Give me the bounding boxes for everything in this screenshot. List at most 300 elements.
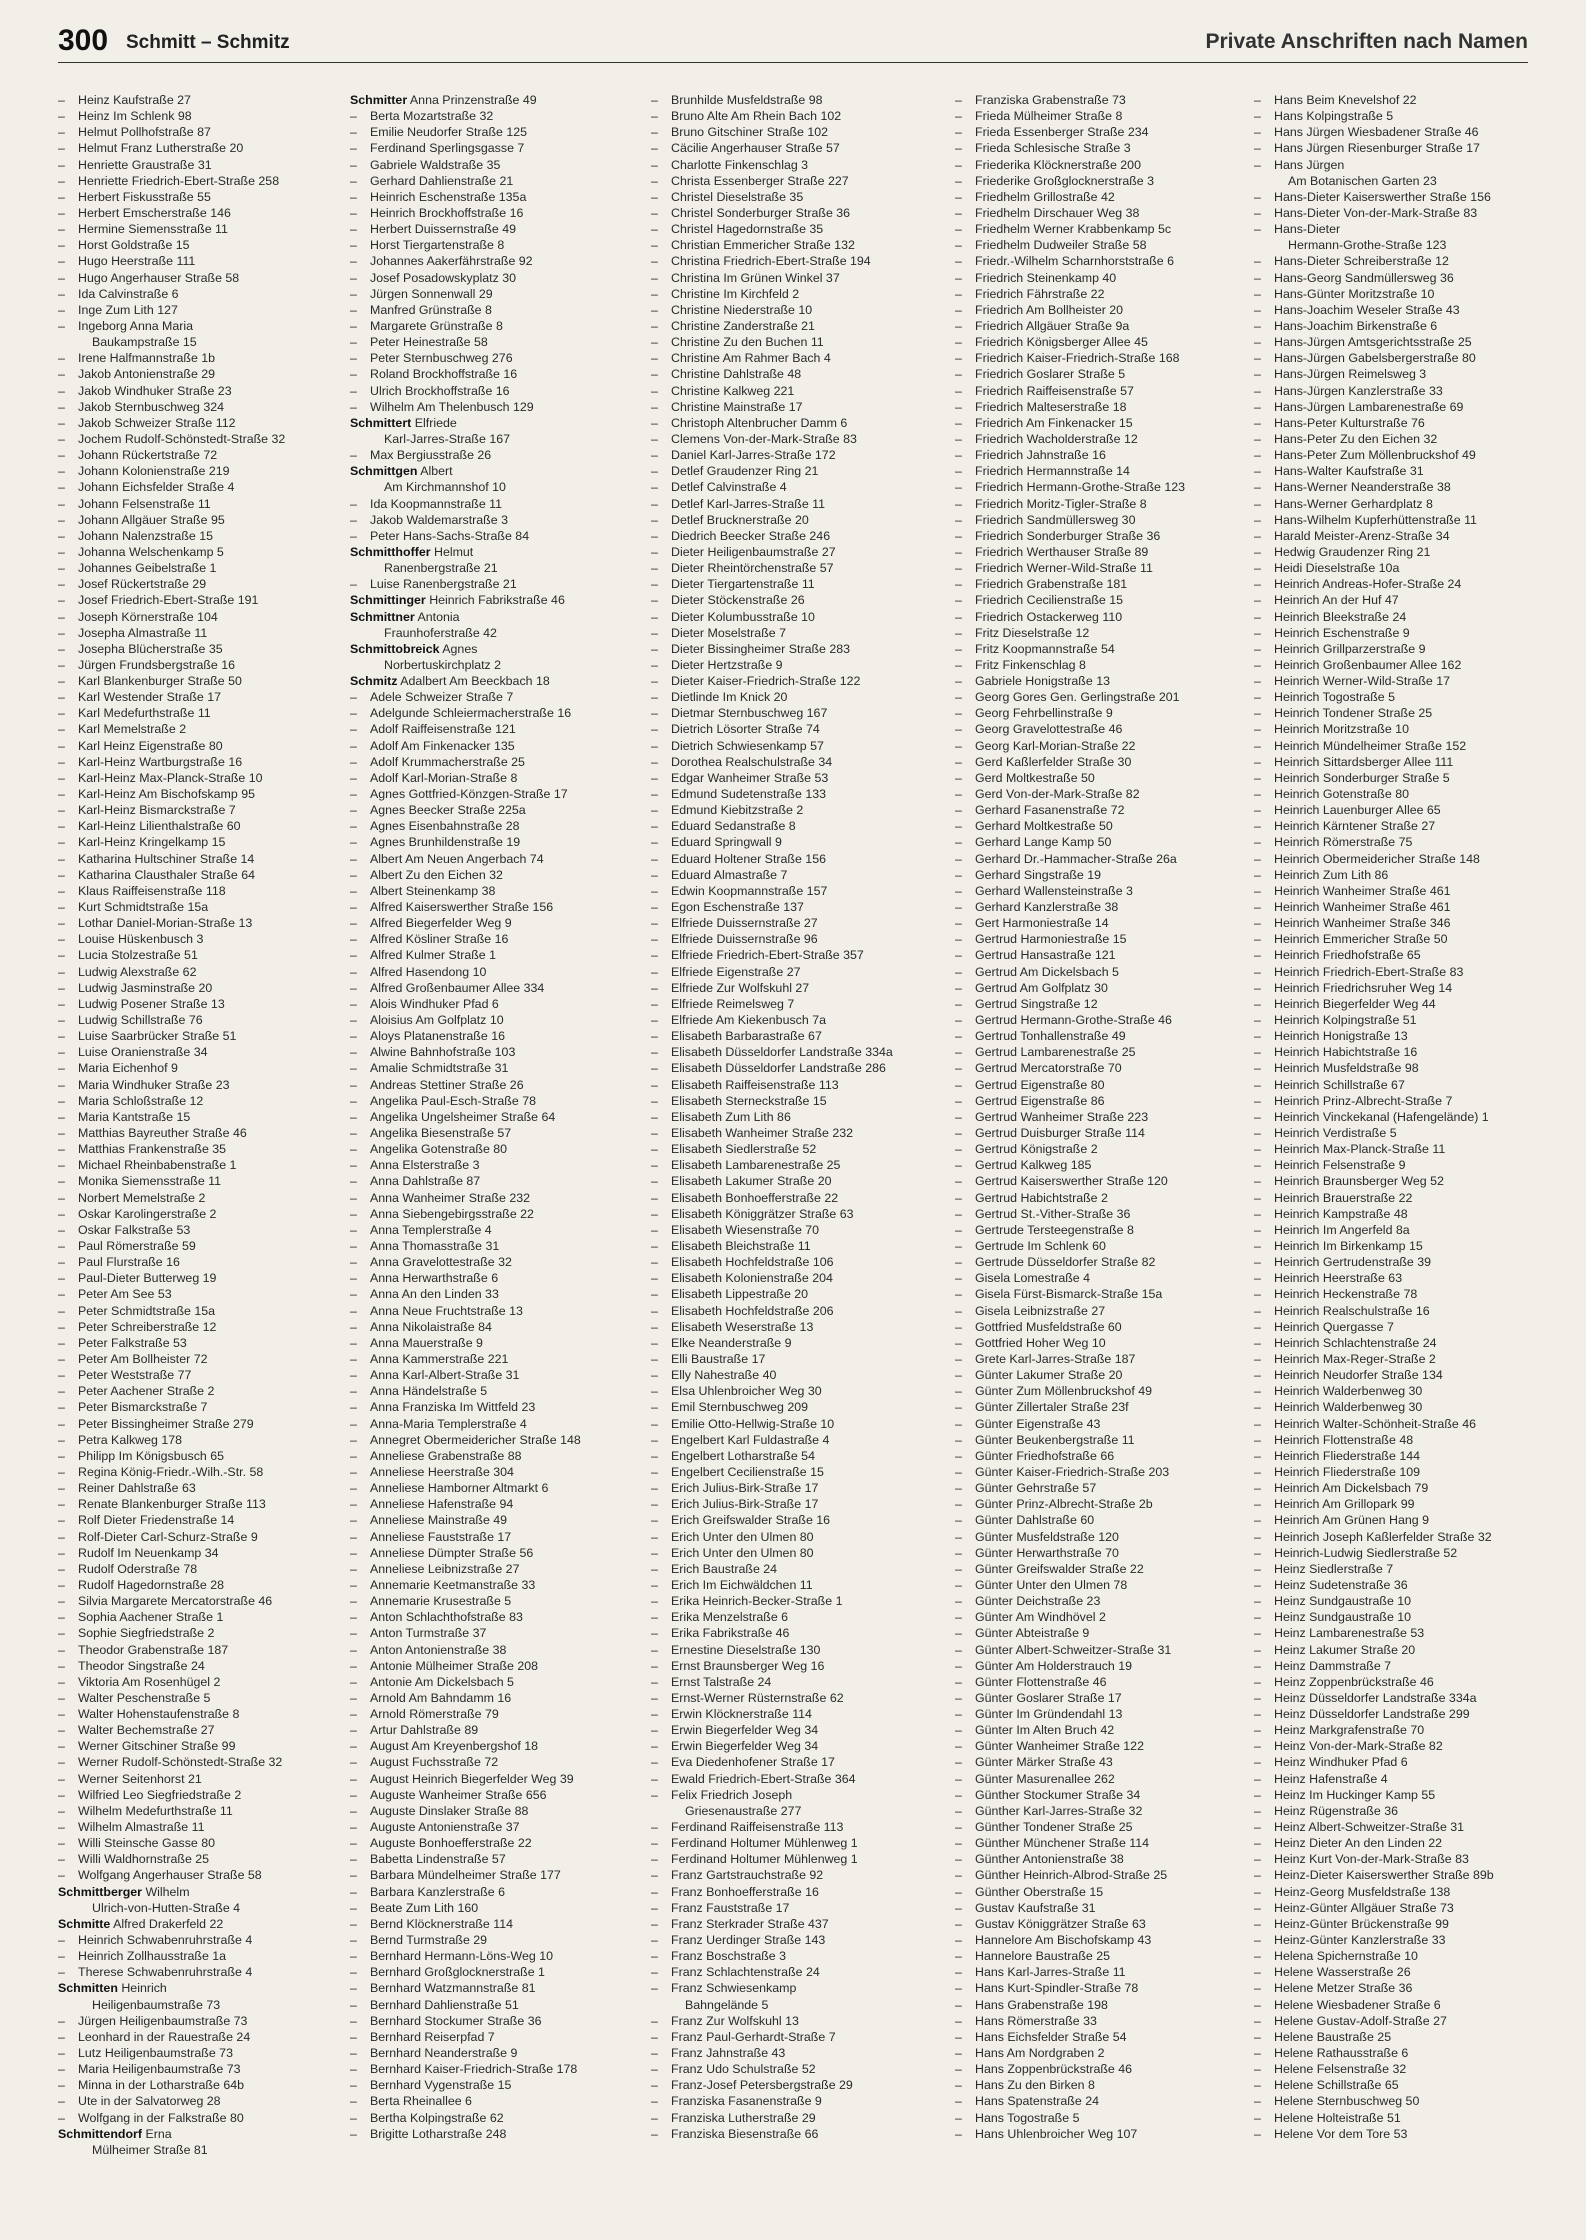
directory-entry [350, 2013, 640, 2029]
entry-text: Helmut [434, 544, 474, 559]
entry-text: Heidi Dieselstraße 10a [1274, 561, 1400, 576]
entry-text: Friedhelm Werner Krabbenkamp 5c [975, 222, 1172, 237]
entry-text: Gerhard Dr.-Hammacher-Straße 26a [975, 851, 1177, 866]
directory-entry [1254, 463, 1544, 479]
entry-text: Günter Greifswalder Straße 22 [975, 1561, 1144, 1576]
dash-marker: – [58, 1190, 65, 1205]
entry-text: Heinrich Prinz-Albrecht-Straße 7 [1274, 1093, 1453, 1108]
dash-marker: – [58, 512, 65, 527]
entry-text: Hans-Joachim Birkenstraße 6 [1274, 318, 1438, 333]
dash-marker: – [350, 399, 357, 414]
entry-text: Friedrich Werner-Wild-Straße 11 [975, 561, 1153, 576]
entry-text: Wolfgang Angerhauser Straße 58 [78, 1868, 262, 1883]
directory-entry [651, 1319, 941, 1335]
entry-text: Oskar Karolingerstraße 2 [78, 1206, 217, 1221]
directory-entry [955, 302, 1245, 318]
dash-marker: – [1254, 1642, 1261, 1657]
dash-marker: – [350, 2046, 357, 2061]
directory-entry [350, 2061, 640, 2077]
entry-text: Engelbert Cecilienstraße 15 [671, 1464, 824, 1479]
dash-marker: – [1254, 1093, 1261, 1108]
dash-marker: – [955, 1077, 962, 1092]
directory-entry [58, 2029, 348, 2045]
entry-text: Erwin Biegerfelder Weg 34 [671, 1723, 819, 1738]
dash-marker: – [350, 1335, 357, 1350]
entry-text: Heinrich Heerstraße 63 [1274, 1271, 1403, 1286]
dash-marker: – [58, 1658, 65, 1673]
entry-text: Wilhelm Almastraße 11 [78, 1820, 205, 1835]
directory-entry [1254, 915, 1544, 931]
directory-entry [651, 834, 941, 850]
dash-marker: – [350, 1642, 357, 1657]
directory-entry [1254, 415, 1544, 431]
dash-marker: – [58, 738, 65, 753]
entry-text: Helene Sternbuschweg 50 [1274, 2094, 1420, 2109]
dash-marker: – [58, 819, 65, 834]
directory-entry [651, 1270, 941, 1286]
entry-text: Elli Baustraße 17 [671, 1351, 766, 1366]
directory-entry [955, 1383, 1245, 1399]
dash-marker: – [350, 335, 357, 350]
directory-entry [350, 1416, 640, 1432]
directory-entry [1254, 1997, 1544, 2013]
entry-text: Georg Karl-Morian-Straße 22 [975, 738, 1136, 753]
directory-entry [651, 1819, 941, 1835]
entry-text: Anna Thomasstraße 31 [370, 1238, 500, 1253]
entry-text: Elisabeth Düsseldorfer Landstraße 334a [671, 1045, 893, 1060]
entry-text: Egon Eschenstraße 137 [671, 900, 804, 915]
name-range: Schmitt – Schmitz [126, 32, 290, 53]
directory-entry [651, 1835, 941, 1851]
entry-text: Ludwig Alexstraße 62 [78, 964, 197, 979]
entry-text: Ferdinand Holtumer Mühlenweg 1 [671, 1836, 858, 1851]
entry-text: Christine Zanderstraße 21 [671, 318, 815, 333]
entry-text: Irene Halfmannstraße 1b [78, 351, 216, 366]
dash-marker: – [1254, 1158, 1261, 1173]
dash-marker: – [1254, 625, 1261, 640]
dash-marker: – [651, 1222, 658, 1237]
directory-entry [58, 1722, 348, 1738]
dash-marker: – [955, 2094, 962, 2109]
entry-text: Erich Im Eichwäldchen 11 [671, 1577, 813, 1592]
entry-text: Gertrud St.-Vither-Straße 36 [975, 1206, 1131, 1221]
directory-entry [651, 496, 941, 512]
entry-text: Anna Karl-Albert-Straße 31 [370, 1368, 520, 1383]
directory-entry [651, 2029, 941, 2045]
surname-entry [58, 1980, 348, 1996]
entry-text: Elfriede Friedrich-Ebert-Straße 357 [671, 948, 864, 963]
entry-text: Jürgen Heiligenbaumstraße 73 [78, 2013, 248, 2028]
dash-marker: – [955, 157, 962, 172]
dash-marker: – [651, 1287, 658, 1302]
entry-text: Günther Karl-Jarres-Straße 32 [975, 1803, 1143, 1818]
dash-marker: – [350, 1158, 357, 1173]
directory-entry [955, 1851, 1245, 1867]
directory-entry [651, 350, 941, 366]
directory-entry [1254, 2077, 1544, 2093]
entry-text: Anneliese Grabenstraße 88 [370, 1448, 522, 1463]
dash-marker: – [1254, 1658, 1261, 1673]
entry-text: Anna Templerstraße 4 [370, 1222, 492, 1237]
entry-text: Elisabeth Wanheimer Straße 232 [671, 1126, 854, 1140]
entry-text: Karl Westender Straße 17 [78, 690, 222, 705]
dash-marker: – [955, 980, 962, 995]
directory-entry [58, 980, 348, 996]
directory-entry [955, 1044, 1245, 1060]
directory-entry [350, 721, 640, 737]
dash-marker: – [651, 2029, 658, 2044]
entry-text: Heinrich Flottenstraße 48 [1274, 1432, 1414, 1447]
directory-entry [350, 157, 640, 173]
dash-marker: – [1254, 577, 1261, 592]
entry-text: Peter Bissingheimer Straße 279 [78, 1416, 254, 1431]
entry-text: Georg Fehrbellinstraße 9 [975, 706, 1113, 721]
dash-marker: – [651, 1836, 658, 1851]
directory-columns [58, 92, 1528, 2212]
dash-marker: – [1254, 1222, 1261, 1237]
directory-entry [1254, 350, 1544, 366]
directory-entry [955, 92, 1245, 108]
dash-marker: – [58, 1238, 65, 1253]
directory-entry [58, 124, 348, 140]
directory-entry [350, 1851, 640, 1867]
entry-text: Heinrich Eschenstraße 9 [1274, 625, 1410, 640]
directory-entry [350, 334, 640, 350]
directory-entry [955, 1448, 1245, 1464]
entry-text: Gottfried Musfeldstraße 60 [975, 1319, 1122, 1334]
entry-text: Günter Abteistraße 9 [975, 1626, 1090, 1641]
directory-entry [58, 1270, 348, 1286]
dash-marker: – [955, 754, 962, 769]
directory-entry [651, 1173, 941, 1189]
dash-marker: – [651, 593, 658, 608]
dash-marker: – [58, 754, 65, 769]
entry-text: Gustav Königgrätzer Straße 63 [975, 1916, 1146, 1931]
dash-marker: – [350, 1787, 357, 1802]
directory-entry [58, 302, 348, 318]
directory-entry [1254, 705, 1544, 721]
entry-text: Hugo Angerhauser Straße 58 [78, 270, 240, 285]
directory-entry [651, 415, 941, 431]
entry-text: Gertrud Kaiserswerther Straße 120 [975, 1174, 1168, 1189]
dash-marker: – [651, 1610, 658, 1625]
entry-text: Heinrich Max-Reger-Straße 2 [1274, 1351, 1436, 1366]
directory-entry [58, 1771, 348, 1787]
directory-entry [350, 302, 640, 318]
directory-entry [1254, 1884, 1544, 1900]
dash-marker: – [58, 1093, 65, 1108]
dash-marker: – [651, 1594, 658, 1609]
entry-text: Elfriede Duissernstraße 96 [671, 932, 818, 947]
entry-text: Jakob Schweizer Straße 112 [78, 415, 236, 430]
directory-entry [651, 544, 941, 560]
entry-text: Monika Siemensstraße 11 [78, 1174, 222, 1189]
directory-entry [651, 2077, 941, 2093]
dash-marker: – [58, 1949, 65, 1964]
entry-text: Bernhard Großglocknerstraße 1 [370, 1965, 545, 1980]
dash-marker: – [955, 1513, 962, 1528]
entry-text: Erika Heinrich-Becker-Straße 1 [671, 1594, 843, 1609]
directory-entry [350, 1561, 640, 1577]
entry-text: Hans-Peter Zum Möllenbruckshof 49 [1274, 448, 1476, 463]
entry-text: Heinrich Wanheimer Straße 461 [1274, 883, 1451, 898]
directory-entry [1254, 1351, 1544, 1367]
continuation-line: Hermann-Grothe-Straße 123 [1288, 238, 1447, 253]
directory-entry [350, 2126, 640, 2142]
directory-entry [1254, 512, 1544, 528]
entry-text: Elisabeth Düsseldorfer Landstraße 286 [671, 1061, 886, 1076]
entry-text: Felix Friedrich Joseph [671, 1787, 793, 1802]
dash-marker: – [651, 2013, 658, 2028]
dash-marker: – [1254, 1351, 1261, 1366]
directory-entry [651, 625, 941, 641]
entry-text: Friedrich Ostackerweg 110 [975, 609, 1123, 624]
dash-marker: – [350, 1448, 357, 1463]
directory-entry [651, 366, 941, 382]
dash-marker: – [955, 1997, 962, 2012]
directory-entry [651, 851, 941, 867]
dash-marker: – [651, 1868, 658, 1883]
entry-text: Heinz Rügenstraße 36 [1274, 1803, 1398, 1818]
directory-entry [651, 657, 941, 673]
entry-text: Christoph Altenbrucher Damm 6 [671, 415, 848, 430]
directory-entry [1254, 1303, 1544, 1319]
directory-entry [651, 1286, 941, 1302]
dash-marker: – [651, 1206, 658, 1221]
dash-marker: – [58, 205, 65, 220]
entry-text: Bernhard Dahlienstraße 51 [370, 1997, 519, 2012]
directory-entry [955, 1803, 1245, 1819]
dash-marker: – [1254, 1707, 1261, 1722]
dash-marker: – [955, 125, 962, 140]
directory-entry [58, 867, 348, 883]
entry-text: Heinrich Brauerstraße 22 [1274, 1190, 1413, 1205]
entry-text: Franziska Biesenstraße 66 [671, 2126, 819, 2141]
entry-text: Heinrich Max-Planck-Straße 11 [1274, 1142, 1446, 1157]
directory-entry [1254, 528, 1544, 544]
dash-marker: – [58, 883, 65, 898]
directory-entry [350, 124, 640, 140]
directory-entry [651, 1754, 941, 1770]
directory-entry [955, 1303, 1245, 1319]
dash-marker: – [58, 1771, 65, 1786]
entry-text: Cäcilie Angerhauser Straße 57 [671, 141, 840, 156]
directory-entry [58, 1157, 348, 1173]
directory-entry [955, 1916, 1245, 1932]
dash-marker: – [1254, 93, 1261, 107]
entry-text: Anna Franziska Im Wittfeld 23 [370, 1400, 536, 1415]
dash-marker: – [350, 770, 357, 785]
entry-text: Katharina Hultschiner Straße 14 [78, 851, 255, 866]
directory-entry [955, 1060, 1245, 1076]
dash-marker: – [955, 1707, 962, 1722]
dash-marker: – [955, 770, 962, 785]
dash-marker: – [955, 1529, 962, 1544]
dash-marker: – [350, 1109, 357, 1124]
directory-entry [1254, 447, 1544, 463]
entry-text: Dieter Tiergartenstraße 11 [671, 577, 815, 592]
directory-entry [651, 1303, 941, 1319]
dash-marker: – [1254, 431, 1261, 446]
dash-marker: – [651, 1464, 658, 1479]
directory-entry [651, 786, 941, 802]
dash-marker: – [58, 625, 65, 640]
dash-marker: – [955, 1884, 962, 1899]
dash-marker: – [58, 189, 65, 204]
entry-text: Elisabeth Siedlerstraße 52 [671, 1142, 817, 1157]
dash-marker: – [1254, 1045, 1261, 1060]
directory-entry [58, 528, 348, 544]
directory-entry [58, 851, 348, 867]
directory-entry [58, 1706, 348, 1722]
entry-text: Anneliese Hafenstraße 94 [370, 1497, 514, 1512]
directory-entry [955, 544, 1245, 560]
surname: Schmitten [58, 1981, 118, 1996]
entry-text: Maria Heiligenbaumstraße 73 [78, 2062, 241, 2077]
dash-marker: – [955, 835, 962, 850]
entry-text: Eduard Springwall 9 [671, 835, 782, 850]
entry-text: Diedrich Beecker Straße 246 [671, 528, 831, 543]
directory-entry [955, 2061, 1245, 2077]
entry-text: Anna Siebengebirgsstraße 22 [370, 1206, 534, 1221]
surname-entry [350, 641, 640, 657]
dash-marker: – [955, 141, 962, 156]
dash-marker: – [651, 1158, 658, 1173]
dash-marker: – [1254, 1029, 1261, 1044]
entry-text: Hedwig Graudenzer Ring 21 [1274, 544, 1431, 559]
dash-marker: – [955, 1900, 962, 1915]
dash-marker: – [58, 173, 65, 188]
entry-text: Anna Kammerstraße 221 [370, 1351, 509, 1366]
directory-entry [350, 1480, 640, 1496]
dash-marker: – [955, 625, 962, 640]
dash-marker: – [350, 2094, 357, 2109]
entry-text: Kurt Schmidtstraße 15a [78, 900, 209, 915]
directory-entry [58, 1044, 348, 1060]
entry-text: Hans Uhlenbroicher Weg 107 [975, 2126, 1138, 2141]
entry-text: Heinz Im Huckinger Kamp 55 [1274, 1787, 1436, 1802]
dash-marker: – [1254, 706, 1261, 721]
dash-marker: – [1254, 787, 1261, 802]
entry-text: Erika Menzelstraße 6 [671, 1610, 789, 1625]
entry-text: Friedrich Allgäuer Straße 9a [975, 318, 1130, 333]
dash-marker: – [651, 1852, 658, 1867]
entry-text: Ingeborg Anna Maria [78, 318, 194, 333]
entry-text: Reiner Dahlstraße 63 [78, 1481, 196, 1496]
directory-entry [1254, 431, 1544, 447]
dash-marker: – [651, 1755, 658, 1770]
entry-text: Berta Mozartstraße 32 [370, 109, 494, 124]
dash-marker: – [350, 302, 357, 317]
directory-entry [58, 1625, 348, 1641]
entry-text: Günter Flottenstraße 46 [975, 1674, 1107, 1689]
dash-marker: – [1254, 770, 1261, 785]
dash-marker: – [1254, 351, 1261, 366]
directory-entry [58, 1803, 348, 1819]
directory-entry [58, 560, 348, 576]
dash-marker: – [58, 1594, 65, 1609]
directory-entry [1254, 851, 1544, 867]
entry-text: Maria Windhuker Straße 23 [78, 1077, 230, 1092]
dash-marker: – [1254, 1884, 1261, 1899]
dash-marker: – [955, 270, 962, 285]
directory-entry [350, 1867, 640, 1883]
directory-entry [651, 253, 941, 269]
dash-marker: – [350, 1626, 357, 1641]
dash-marker: – [350, 916, 357, 931]
directory-entry [350, 1819, 640, 1835]
dash-marker: – [955, 335, 962, 350]
dash-marker: – [1254, 1529, 1261, 1544]
entry-text: Friedrich Werthauser Straße 89 [975, 544, 1149, 559]
dash-marker: – [955, 1109, 962, 1124]
dash-marker: – [350, 1949, 357, 1964]
dash-marker: – [651, 1238, 658, 1253]
dash-marker: – [1254, 270, 1261, 285]
directory-entry [1254, 1754, 1544, 1770]
entry-text: Walter Hohenstaufenstraße 8 [78, 1707, 240, 1722]
dash-marker: – [58, 1271, 65, 1286]
entry-text: Franz-Josef Petersbergstraße 29 [671, 2078, 853, 2093]
directory-entry [955, 1722, 1245, 1738]
directory-entry [58, 931, 348, 947]
directory-entry [955, 2126, 1245, 2142]
dash-marker: – [1254, 722, 1261, 737]
dash-marker: – [350, 948, 357, 963]
dash-marker: – [651, 464, 658, 479]
entry-text: Anton Schlachthofstraße 83 [370, 1610, 523, 1625]
directory-entry [651, 1529, 941, 1545]
directory-entry [58, 2093, 348, 2109]
entry-text: Karl Heinz Eigenstraße 80 [78, 738, 223, 753]
directory-entry [58, 383, 348, 399]
directory-entry [350, 947, 640, 963]
directory-entry [350, 996, 640, 1012]
entry-text: Heinz Von-der-Mark-Straße 82 [1274, 1739, 1443, 1754]
dash-marker: – [58, 1335, 65, 1350]
directory-entry [58, 1109, 348, 1125]
dash-marker: – [651, 528, 658, 543]
dash-marker: – [1254, 609, 1261, 624]
entry-text: Maria Kantstraße 15 [78, 1109, 191, 1124]
entry-text: Heinz Zoppenbrückstraße 46 [1274, 1674, 1434, 1689]
directory-entry [955, 1658, 1245, 1674]
entry-text: Ernestine Dieselstraße 130 [671, 1642, 821, 1657]
directory-entry [651, 899, 941, 915]
dash-marker: – [1254, 1271, 1261, 1286]
directory-entry [651, 1658, 941, 1674]
directory-entry [651, 2110, 941, 2126]
entry-text: Ulrich Brockhoffstraße 16 [370, 383, 510, 398]
directory-entry [651, 915, 941, 931]
entry-text: Bernhard Stockumer Straße 36 [370, 2013, 542, 2028]
entry-text: Werner Rudolf-Schönstedt-Straße 32 [78, 1755, 283, 1770]
dash-marker: – [1254, 883, 1261, 898]
entry-text: Lutz Heiligenbaumstraße 73 [78, 2046, 233, 2061]
continuation-line: Am Botanischen Garten 23 [1288, 173, 1437, 188]
entry-text: Christine Dahlstraße 48 [671, 367, 802, 382]
directory-entry [58, 641, 348, 657]
dash-marker: – [1254, 1077, 1261, 1092]
directory-entry [955, 496, 1245, 512]
dash-marker: – [955, 1045, 962, 1060]
entry-text: Heinz-Dieter Kaiserswerther Straße 89b [1274, 1868, 1494, 1883]
directory-entry [58, 1383, 348, 1399]
directory-entry [1254, 1851, 1544, 1867]
directory-entry [350, 899, 640, 915]
dash-marker: – [350, 1852, 357, 1867]
entry-text: Hans-Jürgen Reimelsweg 3 [1274, 367, 1427, 382]
